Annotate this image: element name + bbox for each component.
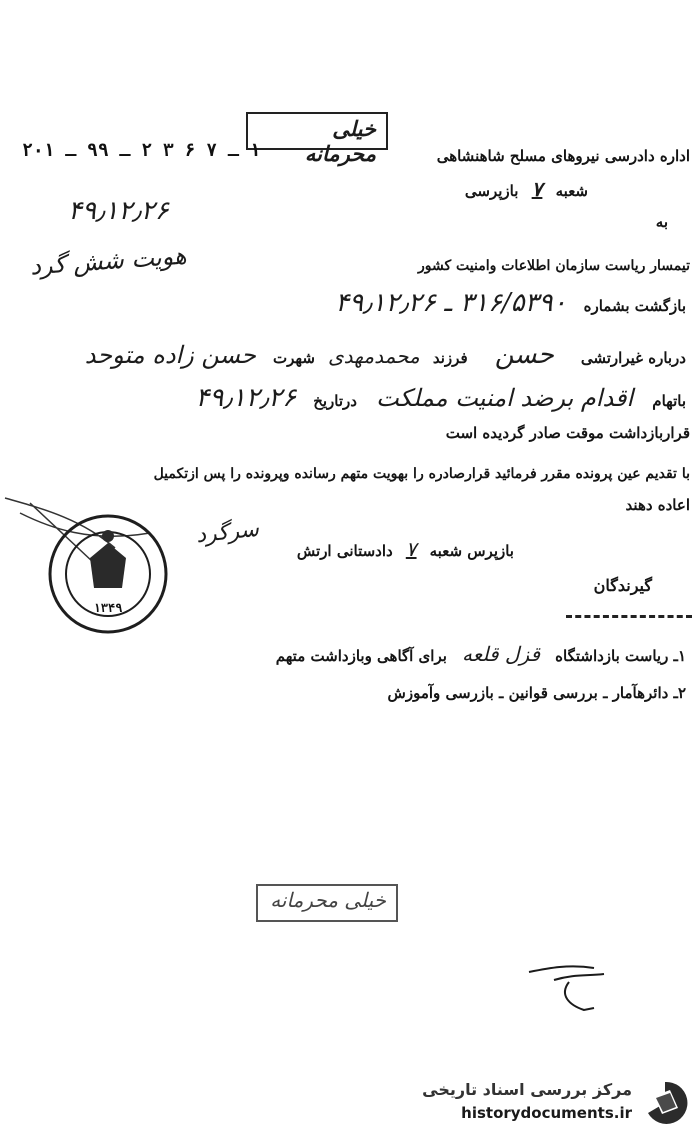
signer-suffix: دادستانی ارتش xyxy=(296,542,393,560)
dashed-divider xyxy=(566,615,692,618)
recipient-1-suffix: برای آگاهی وبازداشت متهم xyxy=(275,647,447,665)
recipient-1-hand: قزل قلعه xyxy=(462,642,541,666)
father-label: فرزند xyxy=(432,349,468,367)
charge-label: باتهام xyxy=(652,392,686,410)
branch-suffix: بازپرسی xyxy=(464,182,519,200)
about-line xyxy=(85,340,686,370)
watermark-url: historydocuments.ir xyxy=(461,1104,632,1122)
recipients-heading: گیرندگان xyxy=(593,576,652,595)
signature-scribble: سرگرد xyxy=(194,516,261,549)
return-ref-label: بازگشت بشماره xyxy=(583,297,686,315)
bottom-signature xyxy=(524,960,614,1020)
return-ref-value: ۳۱۶/۵۳۹۰ ـ ۴۹٫۱۲٫۲۶ xyxy=(335,288,567,318)
handwritten-note: هویت شش گرد xyxy=(29,241,188,281)
signer-line xyxy=(297,537,514,561)
branch-line xyxy=(465,177,588,201)
signer-prefix: بازپرس شعبه xyxy=(429,542,514,560)
round-seal xyxy=(0,488,170,638)
surname-value: حسن زاده متوحد xyxy=(84,341,256,369)
charge-date: ۴۹٫۱۲٫۲۶ xyxy=(195,383,297,413)
branch-prefix: شعبه xyxy=(555,182,588,200)
watermark-title: مرکز بررسی اسناد تاریخی xyxy=(422,1080,632,1099)
order-line: قراربازداشت موقت صادر گردیده است xyxy=(445,424,690,442)
recipient-item-2: ۲ـ دائرهآمار ـ بررسی قوانین ـ بازرسی وآموزش xyxy=(387,684,686,702)
watermark xyxy=(400,1078,690,1130)
seal-year: ۱۳۴۹ xyxy=(93,601,123,615)
to-word: به xyxy=(655,213,668,231)
classification-text: خیلی محرمانه xyxy=(304,116,376,166)
return-reference-line xyxy=(335,288,686,318)
date-label: درتاریخ xyxy=(313,392,357,410)
office-line: اداره دادرسی نیروهای مسلح شاهنشاهی xyxy=(436,147,690,165)
recipient-1-prefix: ۱ـ ریاست بازداشتگاه xyxy=(555,647,686,665)
paragraph-line-2: اعاده دهند xyxy=(625,496,690,514)
charge-value: اقدام برضد امنیت مملکت xyxy=(376,384,634,412)
reference-number: ۱ ـ ۷ ۶ ۳ ۲ ـ ۹۹ ـ ۲۰۱ xyxy=(22,140,261,161)
archive-logo-icon xyxy=(640,1078,690,1128)
father-name: محمدمهدی xyxy=(328,344,420,368)
accused-name: حسن xyxy=(494,340,554,370)
signer-number: ۷ xyxy=(405,537,417,561)
recipient-line: تیمسار ریاست سازمان اطلاعات وامنیت کشور xyxy=(418,258,690,274)
surname-label: شهرت xyxy=(273,349,315,367)
recipient-item-1 xyxy=(276,642,686,666)
paragraph-line-1: با تقدیم عین پرونده مقرر فرمائید قرارصادره را بهویت متهم رسانده وپرونده را پس ازتکمیل xyxy=(153,466,690,482)
branch-number: ۷ xyxy=(531,177,543,201)
handwritten-date: ۴۹٫۱۲٫۲۶ xyxy=(68,196,169,226)
about-label: درباره غیرارتشی xyxy=(580,349,686,367)
charge-line xyxy=(195,383,686,413)
classification-stamp-bottom xyxy=(256,884,398,922)
classification-text-bottom: خیلی محرمانه xyxy=(270,888,386,912)
